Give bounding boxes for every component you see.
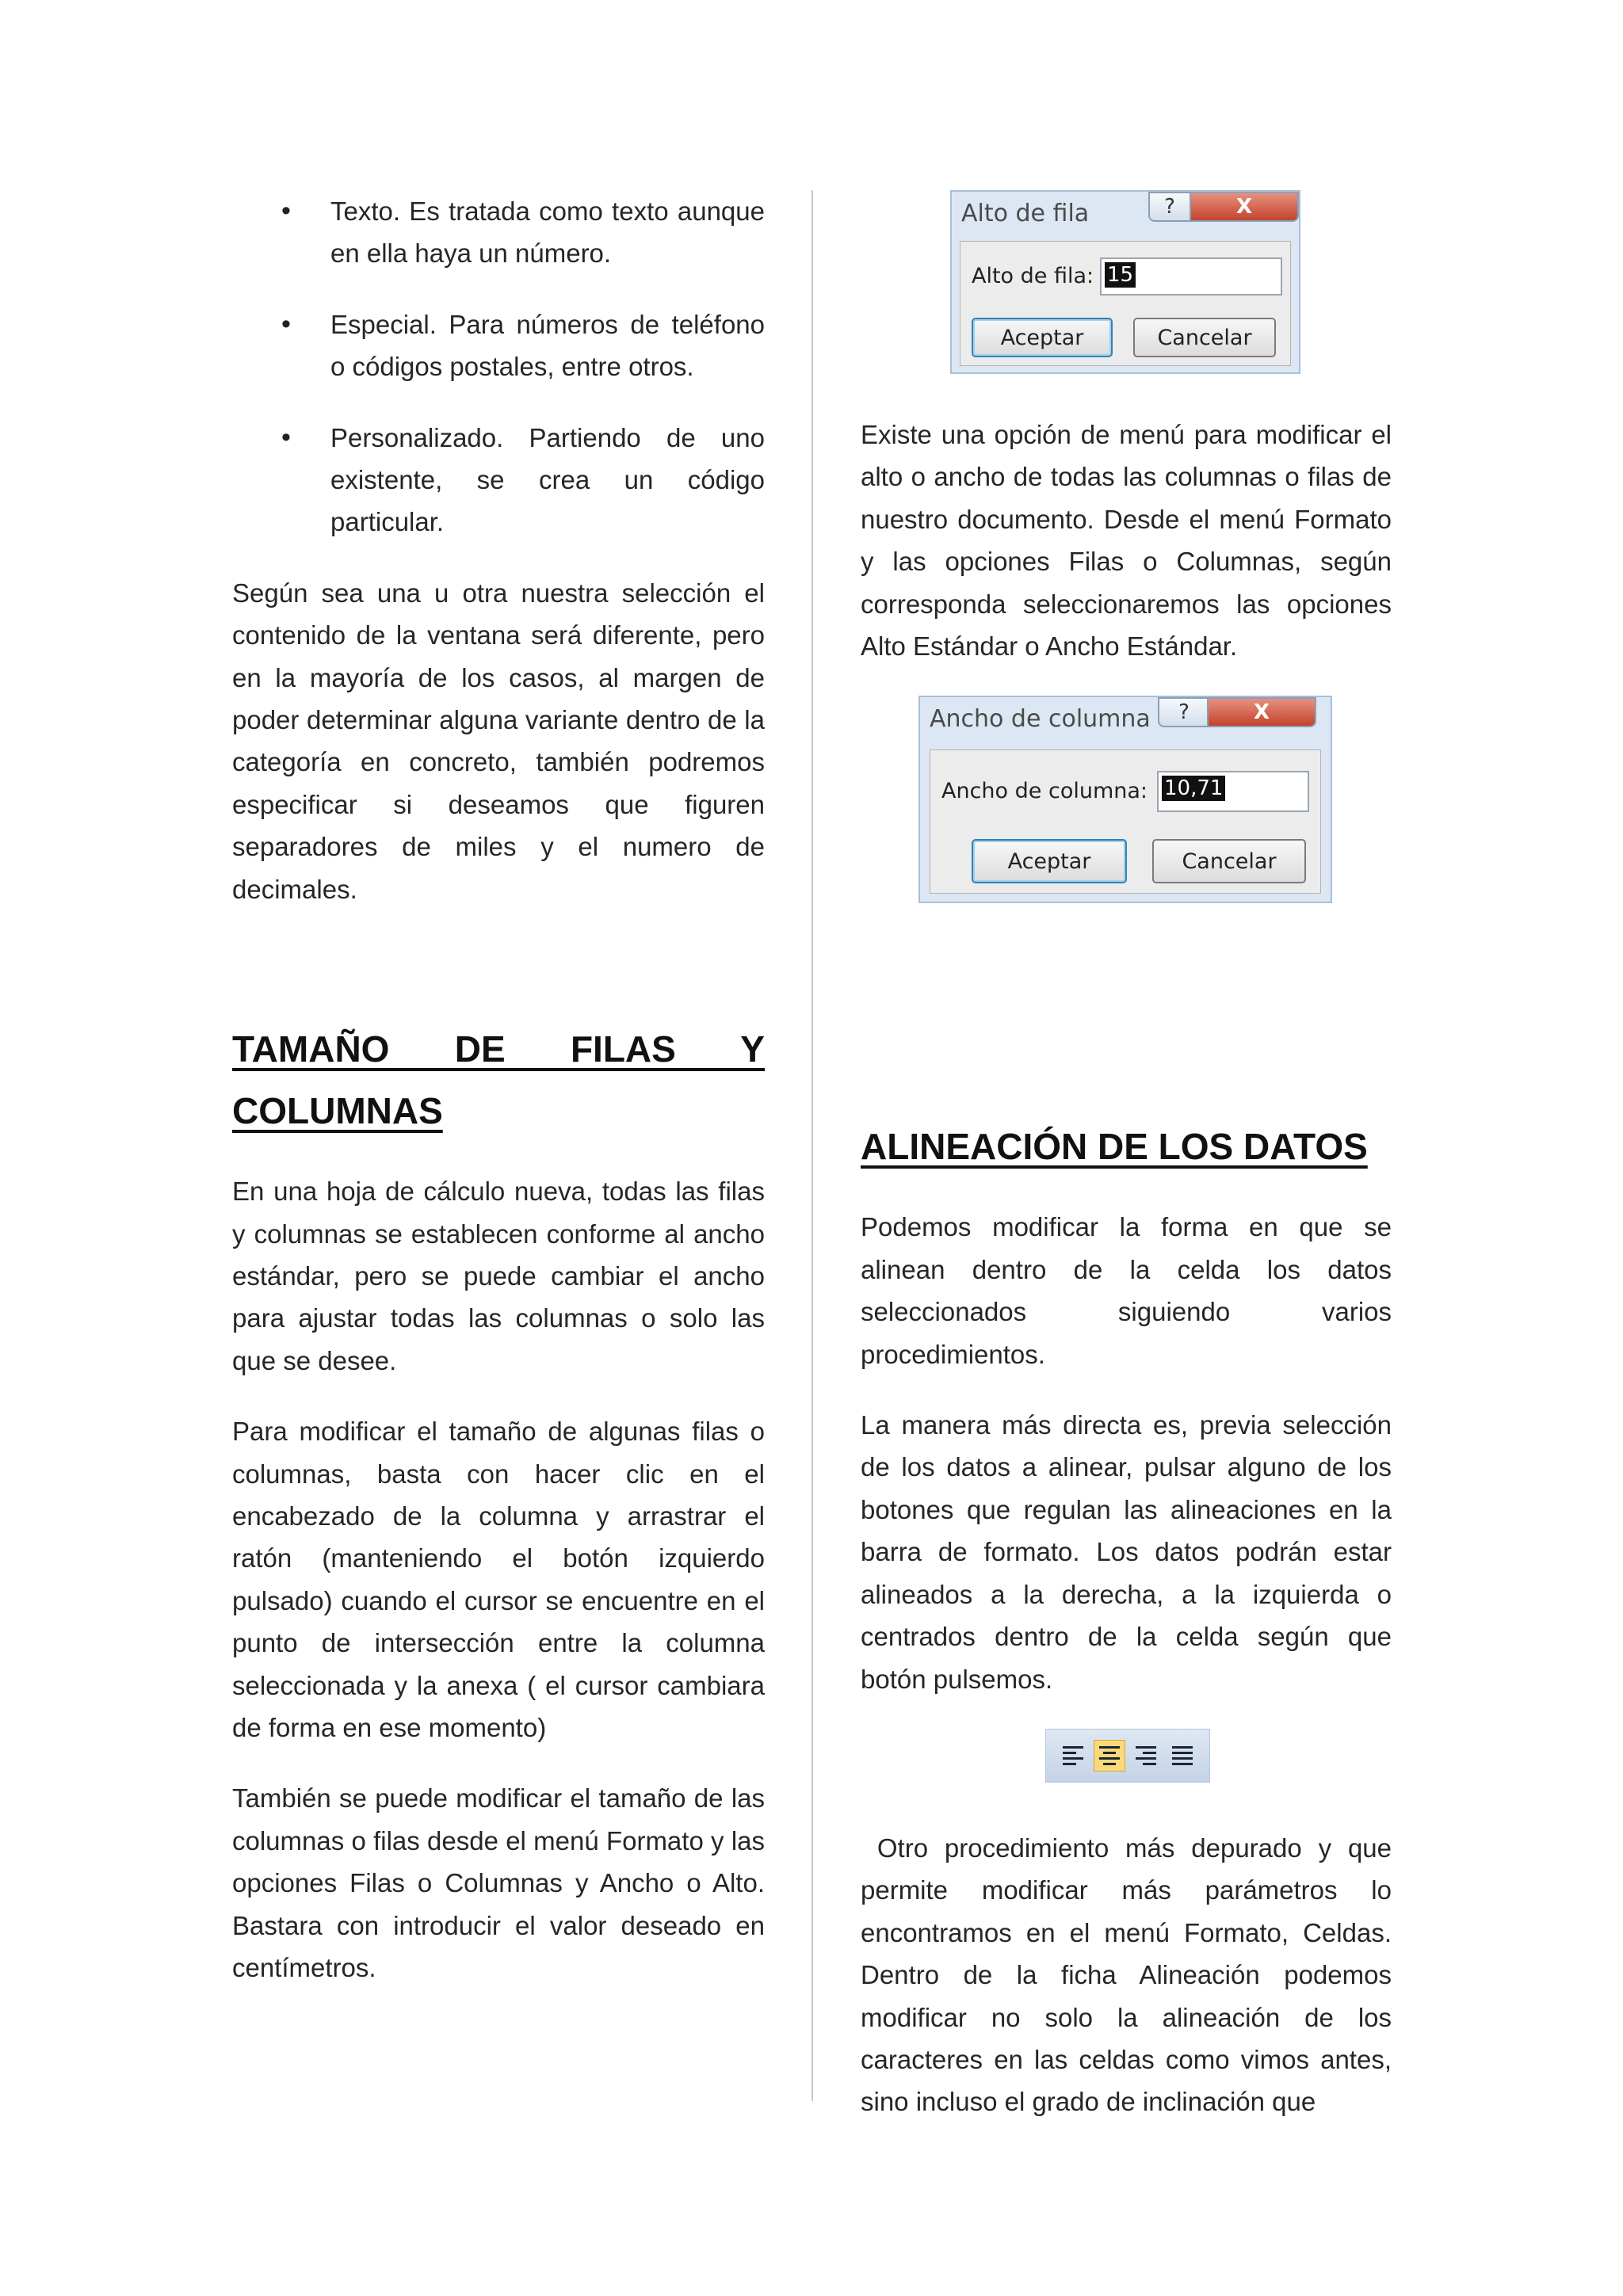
close-icon[interactable]	[1207, 697, 1316, 727]
dialog-body	[960, 241, 1291, 366]
paragraph-align-other: Otro procedimiento más depurado y que permite modificar más parámetros lo encontramos en el menú Formato, Celdas. Dentro de la ficha Alineación podemos modificar no solo la alineación de los caracteres en las celdas como vimos antes, sino incluso el grado de inclinación que	[861, 1833, 1400, 2117]
heading-row-column-size: TAMAÑO DE FILAS Y COLUMNAS	[232, 1028, 765, 1132]
help-icon[interactable]	[1148, 192, 1191, 222]
bullet-item: • Personalizado. Partiendo de uno existente, se crea un código particular.	[232, 417, 765, 543]
column-width-input[interactable]	[1157, 771, 1309, 812]
help-label: ?	[1164, 195, 1175, 219]
align-right-icon[interactable]	[1130, 1740, 1162, 1772]
field-value: 15	[1105, 262, 1136, 288]
align-left-icon[interactable]	[1057, 1740, 1089, 1772]
spacer	[861, 374, 1392, 414]
accept-label: Aceptar	[1007, 849, 1091, 874]
bullet-item: • Texto. Es tratada como texto aunque en ella haya un número.	[232, 190, 765, 275]
paragraph-modify-size: Para modificar el tamaño de algunas filas o columnas, basta con hacer clic en el encabezado de la columna y arrastrar el ratón (manteniendo el botón izquierdo pulsado) cuando el cursor se encuentre en el punto de intersección entre la columna seleccionada y la anexa ( el cursor cambiara de forma en ese momento)	[232, 1417, 765, 1742]
close-label: X	[1235, 195, 1253, 219]
help-label: ?	[1178, 700, 1190, 725]
align-justify-icon[interactable]	[1167, 1740, 1198, 1772]
accept-button[interactable]	[972, 839, 1127, 883]
column-width-dialog	[918, 696, 1332, 903]
row-height-dialog	[950, 190, 1300, 374]
accept-button[interactable]	[972, 318, 1113, 357]
dialog-title: Ancho de columna	[930, 705, 1151, 734]
spacer	[861, 903, 1392, 1116]
cancel-label: Cancelar	[1182, 849, 1277, 874]
field-value: 10,71	[1162, 776, 1225, 801]
alignment-toolbar	[1045, 1729, 1210, 1783]
paragraph-new-sheet: En una hoja de cálculo nueva, todas las filas y columnas se establecen conforme al ancho estándar, pero se puede cambiar el ancho para ajustar todas las columnas o solo las que se desee.	[232, 1177, 765, 1375]
heading-data-alignment: ALINEACIÓN DE LOS DATOS	[861, 1126, 1368, 1168]
column-divider	[812, 190, 813, 2101]
field-label: Alto de fila:	[972, 264, 1094, 288]
close-label: X	[1253, 700, 1270, 725]
paragraph-menu-format: También se puede modificar el tamaño de las columnas o filas desde el menú Formato y las opciones Filas o Columnas y Ancho o Alto. Bastara con introducir el valor deseado en centímetros.	[232, 1783, 765, 1982]
right-column	[861, 190, 1400, 2152]
paragraph-align-intro: Podemos modificar la forma en que se alinean dentro de la celda los datos seleccionados siguiendo varios procedimientos.	[861, 1212, 1392, 1369]
row-height-input[interactable]	[1100, 257, 1282, 296]
cancel-button[interactable]	[1152, 839, 1306, 883]
align-center-icon[interactable]	[1094, 1740, 1125, 1772]
cancel-button[interactable]	[1133, 318, 1276, 357]
format-category-list	[232, 190, 765, 543]
bullet-item: • Especial. Para números de teléfono o códigos postales, entre otros.	[232, 303, 765, 388]
dialog-body	[930, 749, 1321, 894]
help-icon[interactable]	[1158, 697, 1210, 727]
dialog-title: Alto de fila	[961, 200, 1090, 227]
accept-label: Aceptar	[1000, 325, 1084, 350]
close-icon[interactable]	[1190, 192, 1299, 222]
paragraph-selection: Según sea una u otra nuestra selección el contenido de la ventana será diferente, pero en la mayoría de los casos, al margen de poder determinar alguna variante dentro de la categoría en concreto, también podremos especificar si deseamos que figuren separadores de miles y el numero de decimales.	[232, 578, 765, 904]
cancel-label: Cancelar	[1157, 325, 1252, 350]
left-column	[232, 190, 765, 2017]
field-label: Ancho de columna:	[941, 779, 1148, 804]
section-spacer	[232, 939, 765, 1018]
paragraph-menu-option: Existe una opción de menú para modificar el alto o ancho de todas las columnas o filas de nuestro documento. Desde el menú Formato y las opciones Filas o Columnas, según corresponda seleccionaremos las opciones Alto Estándar o Ancho Estándar.	[861, 420, 1392, 662]
paragraph-align-direct: La manera más directa es, previa selección de los datos a alinear, pulsar alguno de los botones que regulan las alineaciones en la barra de formato. Los datos podrán estar alineados a la derecha, a la izquierda o centrados dentro de la celda según que botón pulsemos.	[861, 1410, 1392, 1694]
